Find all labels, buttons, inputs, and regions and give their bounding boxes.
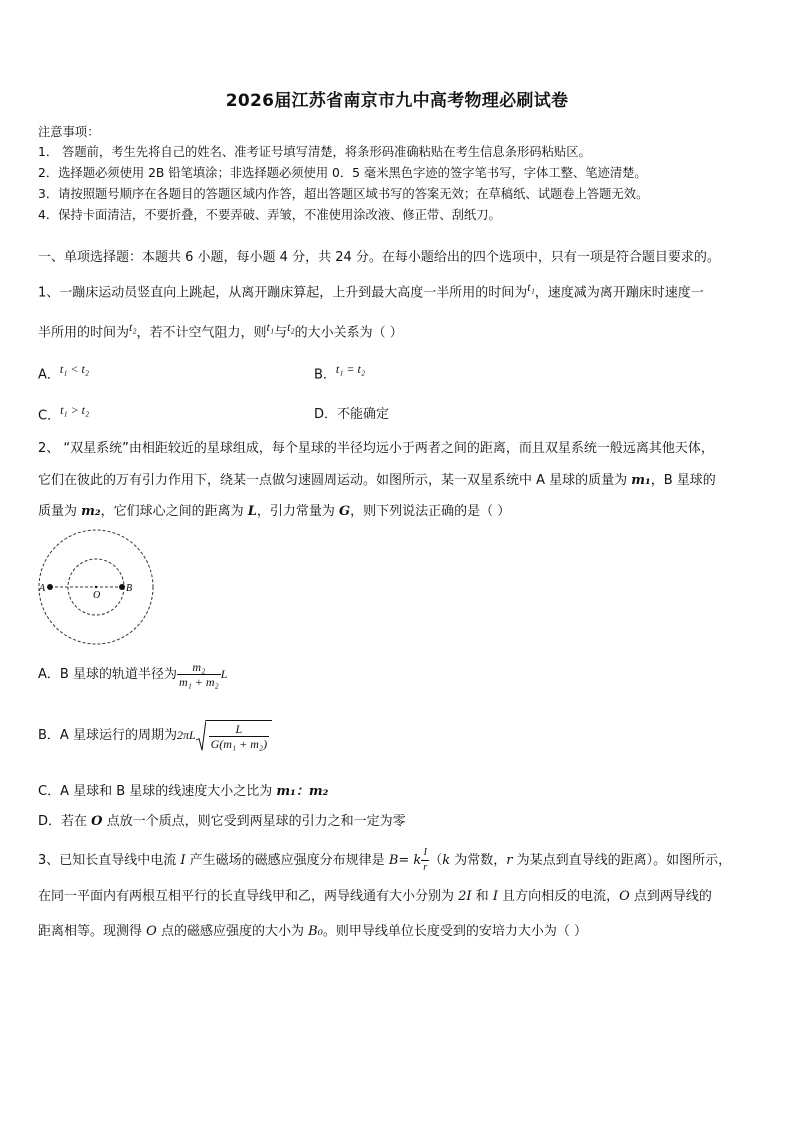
center-point	[95, 586, 97, 588]
q1-t1: t₁	[527, 280, 535, 294]
fraction-denominator: m₁ + m₂	[178, 675, 219, 689]
option-label: C．	[38, 408, 61, 424]
q3-var: 2I	[458, 889, 472, 904]
q1-t2: t₂	[287, 320, 295, 334]
q2-option-c	[38, 780, 328, 799]
section-heading: 一、单项选择题：本题共 6 小题，每小题 4 分，共 24 分。在每小题给出的四个选项中，只有一项是符合题目要求的。	[38, 250, 720, 265]
q1-text: 半所用的时间为	[38, 325, 130, 341]
fraction-denominator: r	[423, 862, 428, 873]
q2-line-2	[38, 469, 716, 488]
q2-L: L	[247, 504, 257, 519]
star-b	[119, 584, 125, 590]
q3-var: B₀	[308, 924, 323, 939]
q2-text: ，引力常量为	[256, 504, 340, 519]
q2-text: 它们在彼此的万有引力作用下，绕某一点做匀速圆周运动。如图所示，某一双星系统中 A 星球的质量为	[38, 473, 632, 488]
q3-text: （	[429, 853, 443, 868]
q3-text: 为某点到直导线的距离）。如图所示，	[512, 853, 732, 868]
option-text: A．B 星球的轨道半径为	[38, 667, 177, 682]
option-math: t₁ = t₂	[335, 362, 366, 376]
q3-var: r	[506, 853, 513, 868]
label-o: O	[93, 590, 101, 601]
q1-text: 1、一蹦床运动员竖直向上跳起，从离开蹦床算起，上升到最大高度一半所用的时间为	[38, 285, 528, 301]
q2-option-a	[38, 660, 227, 689]
square-root	[196, 720, 272, 751]
q3-var: O	[619, 889, 630, 904]
option-text: C．A 星球和 B 星球的线速度大小之比为	[38, 784, 277, 799]
q2-option-d	[38, 810, 406, 829]
q1-option-b	[314, 362, 365, 382]
q2-text: ，则下列说法正确的是（ ）	[350, 504, 511, 519]
q1-t1: t₁	[266, 320, 275, 334]
q1-t2: t₂	[129, 320, 137, 334]
radical-sign	[196, 720, 206, 751]
fraction-denominator: G(m₁ + m₂)	[210, 737, 268, 751]
option-label: B．	[314, 367, 336, 383]
option-math: t₁ < t₂	[59, 362, 90, 376]
label-a: A	[39, 583, 46, 594]
fraction-numerator: L	[209, 722, 269, 737]
option-math: 2πL	[176, 728, 196, 742]
notice-item-1: 1． 答题前，考生先将自己的姓名、准考证号填写清楚，将条形码准确粘贴在考生信息条形码粘贴区。	[38, 145, 591, 159]
q3-var: k	[442, 853, 451, 868]
option-math: t₁ > t₂	[60, 403, 90, 417]
q3-text: 在同一平面内有两根互相平行的长直导线甲和乙，两导线通有大小分别为	[38, 889, 459, 904]
q3-text: 且方向相反的电流，	[497, 889, 620, 904]
option-math: O	[91, 814, 103, 829]
option-label: A．	[38, 367, 60, 383]
q3-line-1	[38, 846, 731, 875]
q1-option-d: D．不能确定	[314, 407, 390, 422]
paper-title: 2026届江苏省南京市九中高考物理必刷试卷	[225, 91, 569, 111]
q3-text: 距离相等。现测得	[38, 924, 147, 939]
q3-text: 产生磁场的磁感应强度分布规律是	[185, 853, 389, 868]
q3-var: O	[146, 924, 157, 939]
q2-text: ，它们球心之间的距离为	[100, 504, 248, 519]
q1-text: 的大小关系为（ ）	[294, 325, 403, 341]
notice-heading: 注意事项：	[38, 125, 100, 139]
star-a	[47, 584, 53, 590]
q1-line-2	[38, 320, 403, 340]
q2-text: 质量为	[38, 504, 82, 519]
option-text: D．若在	[38, 814, 92, 829]
fraction-numerator: m₂	[177, 660, 221, 675]
q3-text: 为常数，	[450, 853, 507, 868]
q3-line-3	[38, 920, 587, 939]
q3-formula: B= k	[388, 853, 422, 868]
q1-option-a	[38, 362, 89, 382]
option-math: L	[220, 667, 228, 681]
option-math: m₁：m₂	[276, 784, 329, 799]
q1-text: 与	[274, 325, 288, 341]
fraction-numerator: I	[421, 846, 429, 861]
label-b: B	[126, 583, 133, 594]
q3-var: I	[180, 853, 186, 868]
q1-line-1	[38, 280, 704, 300]
q3-text: 点的磁感应强度的大小为	[156, 924, 309, 939]
q3-text: 和	[471, 889, 493, 904]
q2-G: G	[339, 504, 351, 519]
notice-item-3: 3．请按照题号顺序在各题目的答题区域内作答，超出答题区域书写的答案无效；在草稿纸、试题卷上答题无效。	[38, 187, 649, 201]
q3-text: 3、已知长直导线中电流	[38, 853, 181, 868]
q3-text: 。则甲导线单位长度受到的安培力大小为（ ）	[322, 924, 587, 939]
q2-option-b	[38, 720, 272, 751]
q3-line-2	[38, 885, 712, 904]
q2-line-3	[38, 500, 510, 519]
q1-text: ，速度减为离开蹦床时速度一	[534, 285, 704, 301]
q3-var: I	[492, 889, 498, 904]
q3-text: 点到两导线的	[629, 889, 712, 904]
fraction	[177, 660, 221, 689]
notice-item-2: 2．选择题必须使用 2B 铅笔填涂；非选择题必须使用 0．5 毫米黑色字迹的签字笔书写，字体工整、笔迹清楚。	[38, 166, 647, 180]
binary-star-figure	[36, 528, 160, 646]
q2-m2: m₂	[81, 504, 101, 519]
q1-option-c	[38, 403, 89, 423]
option-text: 点放一个质点，则它受到两星球的引力之和一定为零	[102, 814, 406, 829]
q1-text: ，若不计空气阻力，则	[136, 325, 267, 341]
q2-line-1: 2、 “双星系统”由相距较近的星球组成，每个星球的半径均远小于两者之间的距离，而且双星系统一般远离其他天体，	[38, 441, 714, 456]
notice-item-4: 4．保持卡面清洁，不要折叠，不要弄破、弄皱，不准使用涂改液、修正带、刮纸刀。	[38, 208, 501, 222]
q2-m1: m₁	[631, 473, 651, 488]
option-text: B．A 星球运行的周期为	[38, 728, 177, 743]
fraction	[421, 846, 429, 875]
q2-text: ，B 星球的	[650, 473, 716, 488]
